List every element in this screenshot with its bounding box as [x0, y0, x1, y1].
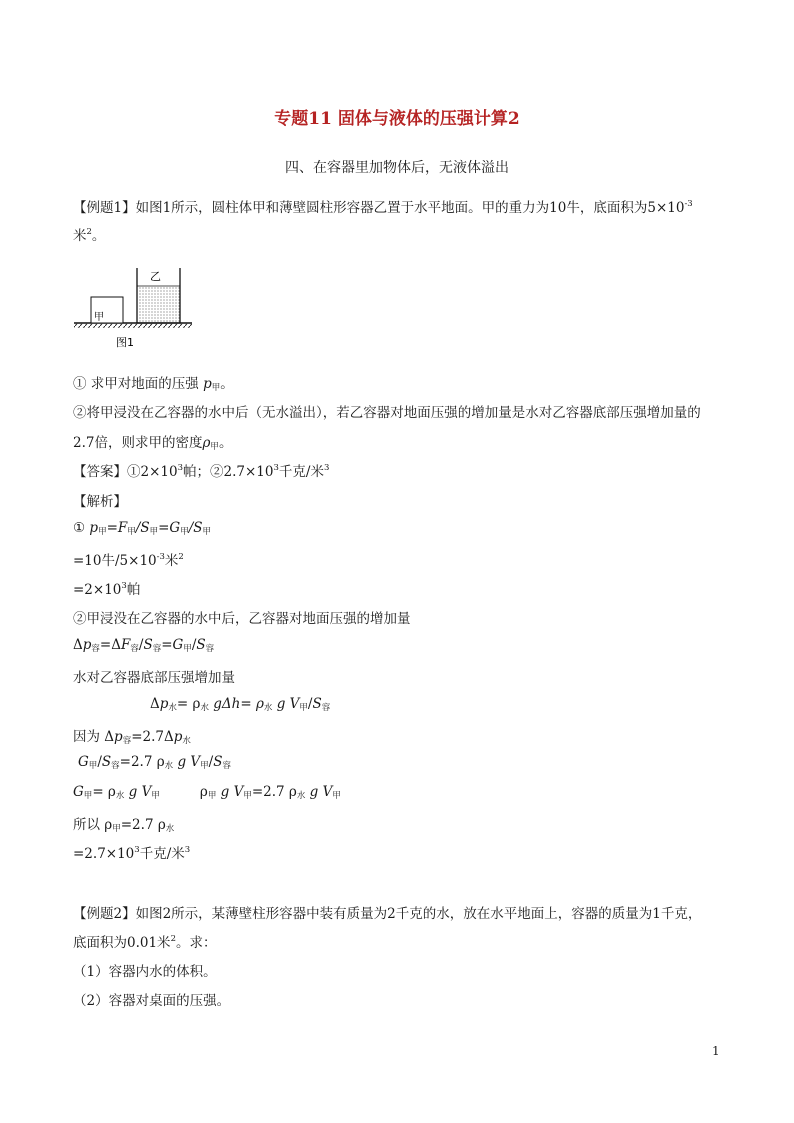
answer: 【答案】$①2\times 10^3$帕；$②2.7\times 10^3$千克/米$^3$ — [73, 463, 330, 480]
example2-statement-line1: 【例题2】如图2所示，某薄壁柱形容器中装有质量为2千克的水，放在水平地面上，容器的质量为1千克， — [73, 906, 702, 922]
water-in-container — [137, 286, 180, 323]
solution-step-5: $\Delta p_容=\Delta F_容/S_容=G_甲/S_容$ — [73, 637, 215, 654]
solution-step-6: 水对乙容器底部压强增加量 — [73, 670, 235, 686]
figure-caption: 图1 — [116, 336, 134, 349]
solution-step-3: $=2\times 10^3$帕 — [73, 581, 141, 598]
page-title: 专题11 固体与液体的压强计算2 — [274, 109, 520, 129]
label-yi: 乙 — [150, 270, 161, 283]
analysis-label: 【解析】 — [73, 494, 127, 510]
question-1: ① 求甲对地面的压强 $p_甲$。 — [73, 376, 234, 393]
question-2-line1: ②将甲浸没在乙容器的水中后（无水溢出），若乙容器对地面压强的增加量是水对乙容器底部压强增加量的 — [73, 405, 701, 421]
solution-step-9: $G_甲/S_容=2.7$ $\rho_水$ g $V_甲/S_容$ — [78, 754, 231, 771]
solution-step-10: $G_甲= \rho_水$ g $V_甲$ $\rho_甲$ g $V_甲=2.7$ $\rho_水$ g $V_甲$ — [73, 784, 341, 801]
example1-statement-line2: 米$^2$。 — [73, 227, 106, 244]
page-number: 1 — [712, 1044, 720, 1058]
solution-step-7: $\Delta p_水= \rho_水$ $g\Delta h= \rho_水$ g $V_甲/S_容$ — [150, 696, 331, 713]
example2-statement-line2: 底面积为0.01米$^2$。求： — [73, 934, 217, 951]
solution-step-4: ②甲浸没在乙容器的水中后，乙容器对地面压强的增加量 — [73, 611, 411, 627]
ground-hatching — [74, 324, 192, 328]
figure-1-diagram — [70, 260, 200, 355]
solution-step-12: $=2.7\times 10^3$千克/米$^3$ — [73, 845, 191, 862]
solution-step-2: =10牛$/5\times 10^{-3}$米$^2$ — [73, 552, 184, 569]
solution-step-8: 因为 $\Delta p_容=2.7\Delta p_水$ — [73, 729, 191, 746]
label-jia: 甲 — [94, 312, 104, 323]
question-2-line2: 2.7倍，则求甲的密度$\rho_甲$。 — [73, 435, 233, 452]
example2-question-2: （2）容器对桌面的压强。 — [73, 993, 231, 1009]
example2-question-1: （1）容器内水的体积。 — [73, 964, 217, 980]
solution-step-11: 所以 $\rho_甲=2.7$ $\rho_水$ — [73, 817, 175, 834]
solution-step-1: ① $p_甲=F_甲/S_甲=G_甲/S_甲$ — [73, 520, 212, 537]
example1-statement-line1: 【例题1】如图1所示，圆柱体甲和薄壁圆柱形容器乙置于水平地面。甲的重力为10牛，底面积为$5\times 10^{-3}$ — [73, 199, 693, 216]
section-heading: 四、在容器里加物体后，无液体溢出 — [285, 160, 509, 176]
